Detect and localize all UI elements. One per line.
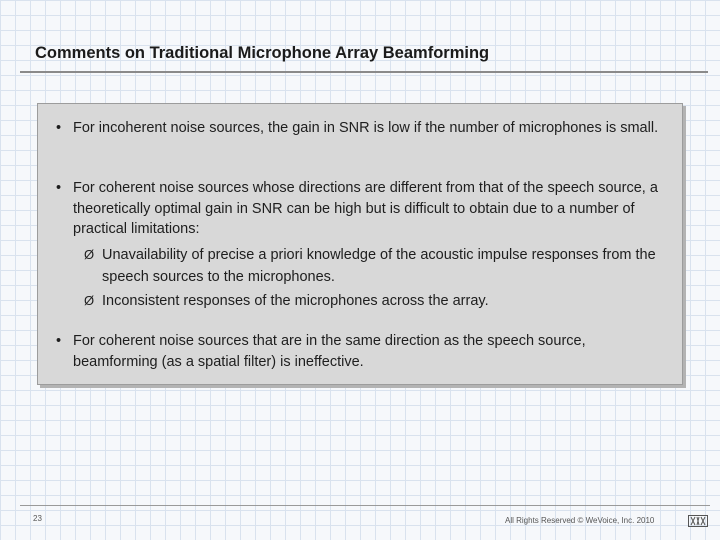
- bullet-dot-icon: •: [56, 120, 62, 136]
- bullet-item: [56, 331, 668, 372]
- content-box: [37, 103, 683, 385]
- title-divider: [20, 71, 708, 73]
- arrow-bullet-icon: Ø: [84, 293, 95, 308]
- wevoice-logo-icon: [688, 515, 708, 527]
- bullet-dot-icon: •: [56, 180, 62, 196]
- bullet-text: For coherent noise sources whose directions are different from that of the speech source, a theoretically optimal gain in SNR can be high but is difficult to obtain due to a number of practical limitations:: [73, 180, 658, 237]
- bullet-item: [56, 118, 668, 139]
- page-number: 23: [33, 514, 42, 523]
- sub-bullet-item: [84, 290, 669, 312]
- bullet-item: [56, 178, 668, 240]
- slide-title: Comments on Traditional Microphone Array Beamforming: [35, 44, 490, 62]
- copyright-notice: All Rights Reserved © WeVoice, Inc. 2010: [505, 516, 655, 525]
- footer-divider: [20, 505, 710, 506]
- bullet-text: For incoherent noise sources, the gain in SNR is low if the number of microphones is small.: [73, 120, 659, 136]
- sub-bullet-text: Inconsistent responses of the microphones across the array.: [102, 293, 489, 309]
- sub-bullet-item: [84, 244, 669, 288]
- bullet-dot-icon: •: [56, 333, 62, 349]
- bullet-text: For coherent noise sources that are in the same direction as the speech source, beamforming (as a spatial filter) is ineffective.: [73, 333, 586, 370]
- sub-bullet-text: Unavailability of precise a priori knowledge of the acoustic impulse responses from the speech sources to the microphones.: [102, 247, 656, 285]
- arrow-bullet-icon: Ø: [84, 247, 95, 262]
